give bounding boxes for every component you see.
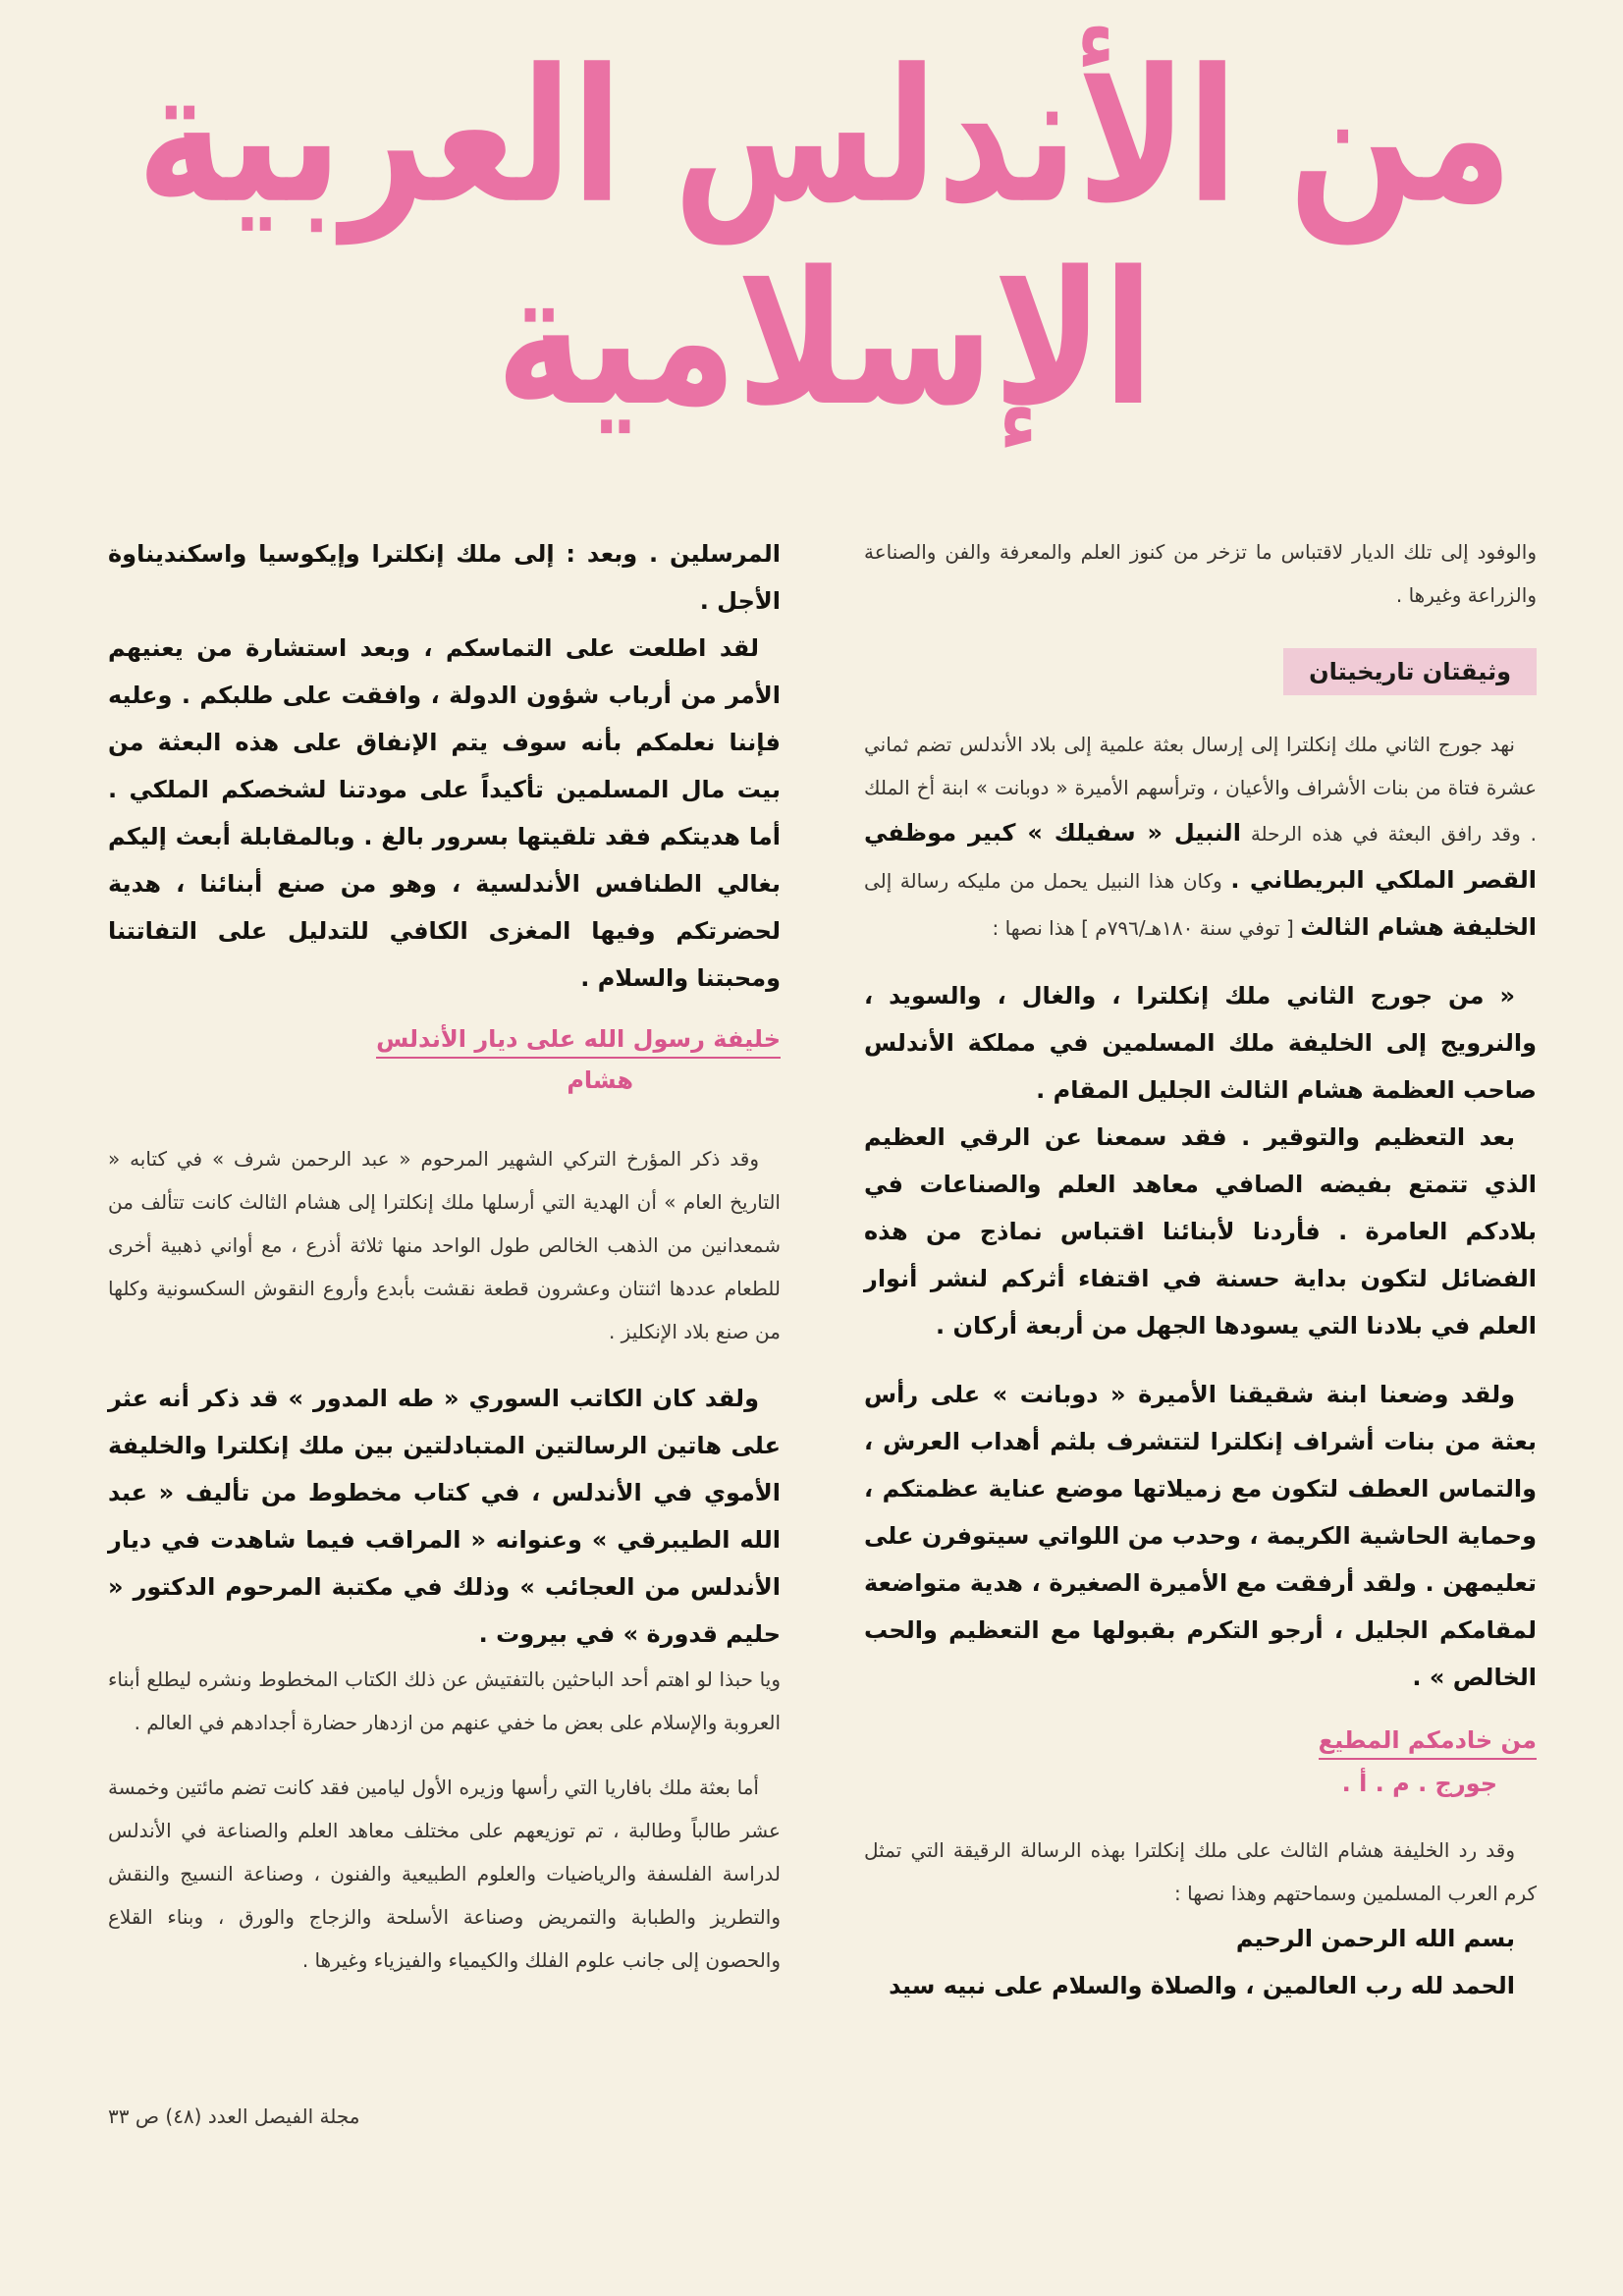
intro-paragraph: والوفود إلى تلك الديار لاقتباس ما تزخر من كنوز العلم والمعرفة والفن والصناعة والزراعة وغيرها . — [864, 540, 1537, 607]
letter-paragraph-3: ولقد وضعنا ابنة شقيقنا الأميرة « دوبانت » على رأس بعثة من بنات أشراف إنكلترا لتتشرف بلثم أهداب العرش ، والتماس العطف لتكون مع زميلاتها موضع عناية عظمتكم ، وحماية الحاشية الكريمة ، وحدب من اللواتي سيتوفرن على تعليمهن . ولقد أرفقت مع الأميرة الصغيرة ، هدية متواضعة لمقامكم الجليل ، أرجو التكرم بقبولها مع التعظيم والحب الخالص » . — [864, 1381, 1537, 1691]
caliph-signature — [108, 1025, 781, 1094]
mission-text-end: [ توفي سنة ١٨٠هـ/٧٩٦م ] هذا نصها : — [992, 916, 1294, 940]
caliph-signature-line-1: خليفة رسول الله على ديار الأندلس — [376, 1025, 781, 1059]
reply-paragraph-1: المرسلين . وبعد : إلى ملك إنكلترا وإيكوسيا واسكنديناوة الأجل . — [108, 540, 781, 615]
left-column — [108, 530, 781, 1982]
section-heading-label: وثيقتان تاريخيتان — [1283, 648, 1537, 695]
section-heading — [864, 648, 1537, 695]
masthead — [108, 30, 1542, 447]
page-footer: مجلة الفيصل العدد (٤٨) ص ٣٣ — [108, 2105, 360, 2128]
right-column — [864, 530, 1537, 2009]
hamd-line: الحمد لله رب العالمين ، والصلاة والسلام على نبيه سيد — [889, 1972, 1515, 1999]
writer-paragraph: ولقد كان الكاتب السوري « طه المدور » قد ذكر أنه عثر على هاتين الرسالتين المتبادلتين بين ملك إنكلترا والخليفة الأموي في الأندلس ، في كتاب مخطوط من تأليف « عبد الله الطيبرقي » وعنوانه « المراقب فيما شاهدت في ديار الأندلس من العجائب » وذلك في مكتبة المرحوم الدكتور « حليم قدورة » في بيروت . — [108, 1385, 781, 1648]
signature-line-1: من خادمكم المطيع — [1319, 1726, 1537, 1760]
writer-paragraph-continued: ويا حبذا لو اهتم أحد الباحثين بالتفتيش عن ذلك الكتاب المخطوط ونشره ليطلع أبناء العروبة والإسلام على بعض ما خفي عنهم من ازدهار حضارة أجدادهم في العالم . — [108, 1667, 781, 1734]
basmala: بسم الله الرحمن الرحيم — [1235, 1925, 1515, 1952]
signature-line-2: جورج . م . أ . — [1341, 1770, 1497, 1797]
letter-paragraph-1: « من جورج الثاني ملك إنكلترا ، والغال ، والسويد ، والنرويج إلى الخليفة ملك المسلمين في مملكة الأندلس صاحب العظمة هشام الثالث الجليل المقام . — [864, 982, 1537, 1104]
mission-text: نهد جورج الثاني ملك إنكلترا إلى إرسال بعثة علمية إلى بلاد الأندلس تضم ثماني عشرة فتاة من بنات الأشراف والأعيان ، وترأسهم الأميرة « دوبانت » ابنة أخ الملك . وقد رافق البعثة في هذه الرحلة — [864, 733, 1537, 846]
envoy-name: النبيل « سفيلك » كبير موظفي القصر الملكي البريطاني . — [864, 819, 1538, 894]
mission-text-continued: وكان هذا النبيل يحمل من مليكه رسالة إلى — [864, 869, 1222, 893]
caliph-signature-line-2: هشام — [567, 1066, 633, 1094]
reply-paragraph-2: لقد اطلعت على التماسكم ، وبعد استشارة من يعنيهم الأمر من أرباب شؤون الدولة ، وافقت على طلبكم . وعليه فإننا نعلمكم بأنه سوف يتم الإنفاق على هذه البعثة من بيت مال المسلمين تأكيداً على مودتنا لشخصكم الملكي . أما هديتكم فقد تلقيتها بسرور بالغ . وبالمقابلة أبعث إليكم بغالي الطنافس الأندلسية ، وهو من صنع أبنائنا ، هدية لحضرتكم وفيها المغزى الكافي للتدليل على التفاتتنا ومحبتنا والسلام . — [108, 634, 781, 992]
bavaria-paragraph: أما بعثة ملك بافاريا التي رأسها وزيره الأول ليامين فقد كانت تضم مائتين وخمسة عشر طالباً وطالبة ، تم توزيعهم على مختلف معاهد العلم والصناعة في الأندلس لدراسة الفلسفة والرياضيات والعلوم الطبيعية والفنون ، وصناعة النسيج والنقش والتطريز والطبابة والتمريض وصناعة الأسلحة والزجاج والورق ، وبناء القلاع والحصون إلى جانب علوم الفلك والكيمياء والفيزياء وغيرها . — [108, 1776, 781, 1972]
reply-intro: وقد رد الخليفة هشام الثالث على ملك إنكلترا بهذه الرسالة الرقيقة التي تمثل كرم العرب المسلمين وسماحتهم وهذا نصها : — [864, 1838, 1537, 1905]
mission-paragraph — [864, 723, 1537, 951]
historian-paragraph: وقد ذكر المؤرخ التركي الشهير المرحوم « عبد الرحمن شرف » في كتابه « التاريخ العام » أن الهدية التي أرسلها ملك إنكلترا إلى هشام الثالث كانت تتألف من شمعدانين من الذهب الخالص طول الواحد منها ثلاثة أذرع ، مع أواني ذهبية أخرى للطعام عددها اثنتان وعشرون قطعة نقشت بأبدع وأروع النقوش السكسونية وكلها من صنع بلاد الإنكليز . — [108, 1147, 781, 1343]
letter-paragraph-2: بعد التعظيم والتوقير . فقد سمعنا عن الرقي العظيم الذي تتمتع بفيضه الصافي معاهد العلم والصناعات في بلادكم العامرة . فأردنا لأبنائنا اقتباس نماذج من هذه الفضائل لتكون بداية حسنة في اقتفاء أثركم لنشر أنوار العلم في بلادنا التي يسودها الجهل من أربعة أركان . — [864, 1123, 1537, 1339]
king-signature — [864, 1726, 1537, 1797]
caliph-name: الخليفة هشام الثالث — [1300, 913, 1537, 941]
article-title: من الأندلس العربية الإسلامية — [136, 30, 1513, 447]
